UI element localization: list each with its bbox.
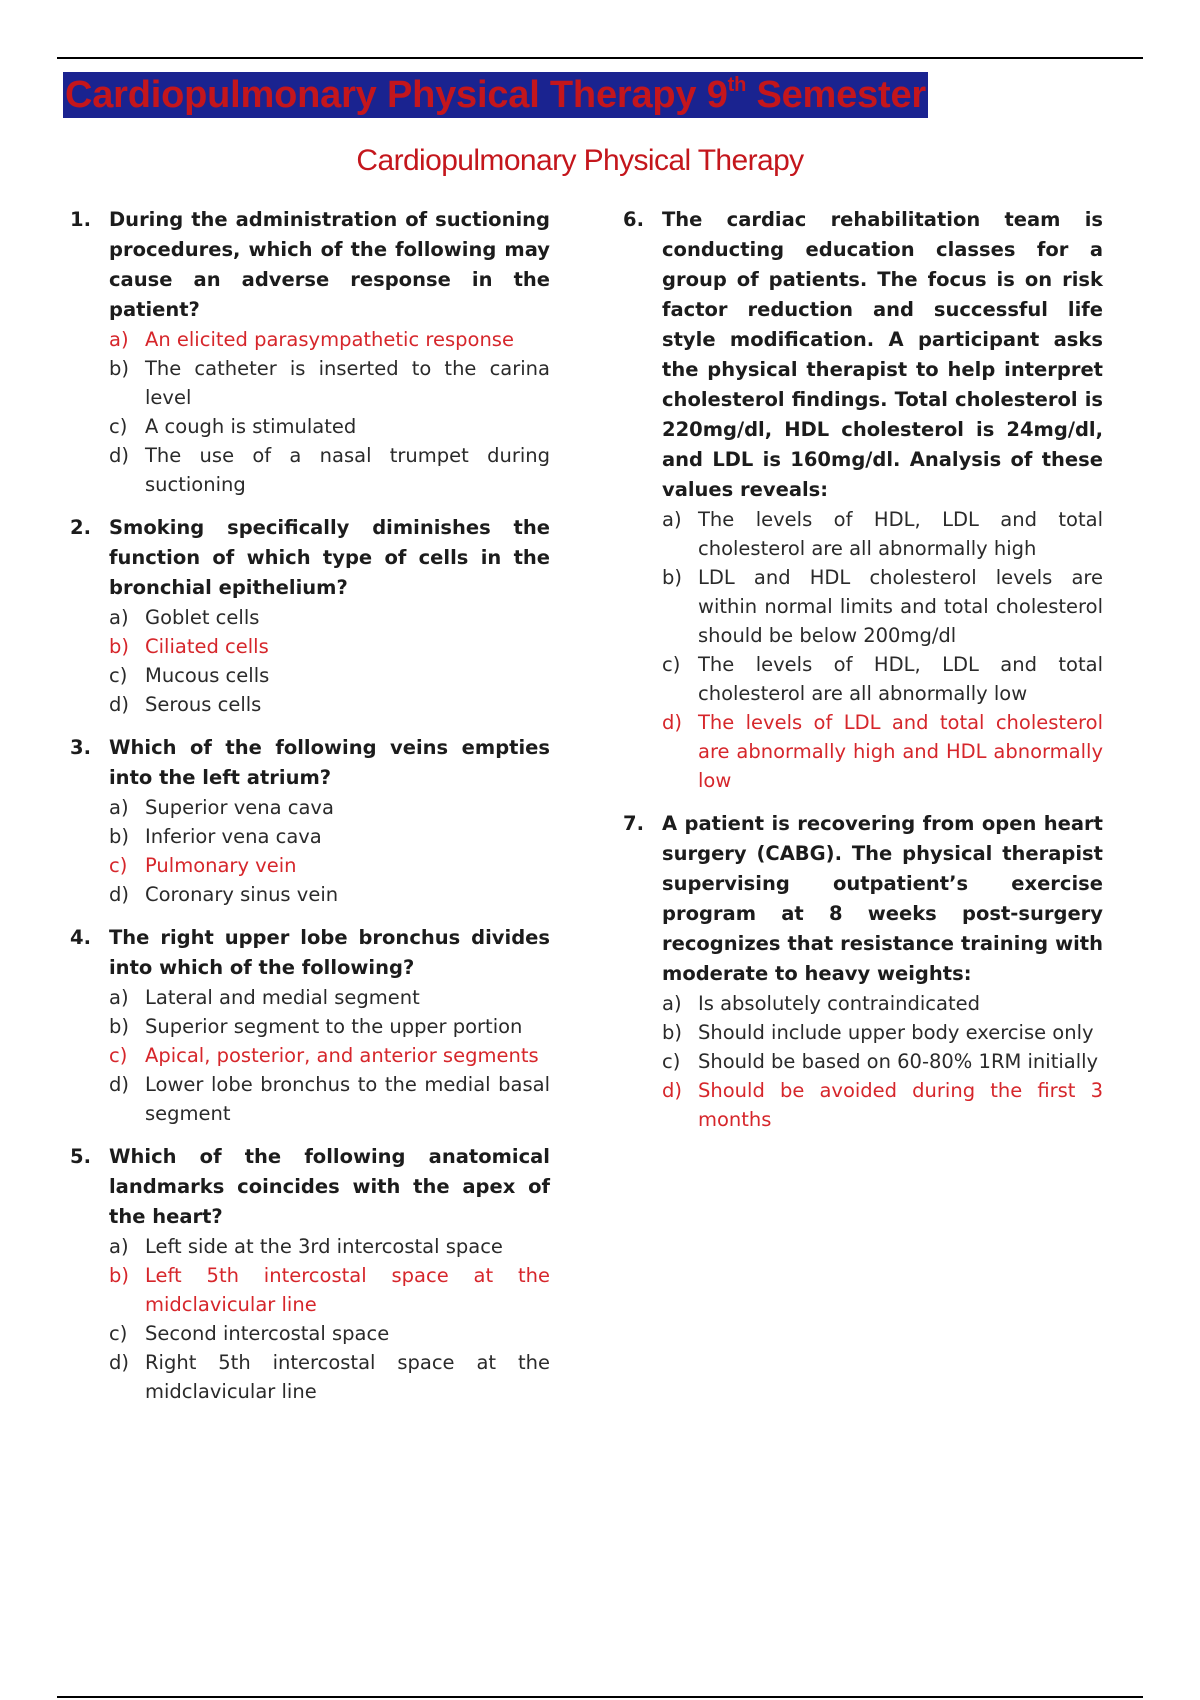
option-text: Goblet cells	[145, 606, 260, 629]
option-c	[70, 1319, 550, 1348]
option-letter: c)	[109, 854, 128, 877]
option-text: Left side at the 3rd intercostal space	[145, 1235, 503, 1258]
option-b	[70, 632, 550, 661]
option-text: An elicited parasympathetic response	[145, 328, 514, 351]
option-text: The levels of HDL, LDL and total cholesterol are all abnormally high	[698, 508, 1103, 560]
option-list	[70, 793, 550, 909]
option-text: Apical, posterior, and anterior segments	[145, 1044, 539, 1067]
option-a	[623, 989, 1103, 1018]
option-letter: c)	[109, 664, 128, 687]
question-number: 3.	[70, 736, 91, 759]
option-letter: c)	[662, 653, 681, 676]
option-c	[70, 1041, 550, 1070]
option-c	[623, 1047, 1103, 1076]
course-banner	[63, 72, 928, 118]
option-list	[623, 505, 1103, 795]
option-text: Second intercostal space	[145, 1322, 390, 1345]
option-list	[70, 325, 550, 499]
option-text: Superior vena cava	[145, 796, 334, 819]
question-stem	[70, 205, 550, 325]
option-letter: d)	[109, 1073, 129, 1096]
option-a	[623, 505, 1103, 563]
banner-tail: Semester	[746, 74, 926, 116]
option-c	[70, 851, 550, 880]
option-text: The levels of HDL, LDL and total cholesterol are all abnormally low	[698, 653, 1103, 705]
option-text: Should be based on 60-80% 1RM initially	[698, 1050, 1099, 1073]
option-letter: d)	[109, 693, 129, 716]
option-text: The levels of LDL and total cholesterol are abnormally high and HDL abnormally low	[698, 711, 1103, 792]
option-text: Pulmonary vein	[145, 854, 297, 877]
option-c	[70, 412, 550, 441]
option-d	[70, 1348, 550, 1406]
option-letter: a)	[662, 992, 682, 1015]
option-letter: c)	[109, 1044, 128, 1067]
option-c	[70, 661, 550, 690]
question-number: 4.	[70, 926, 91, 949]
question-stem	[623, 809, 1103, 989]
option-d	[70, 880, 550, 909]
option-text: Right 5th intercostal space at the midclavicular line	[145, 1351, 550, 1403]
option-letter: d)	[109, 1351, 129, 1374]
option-b	[623, 1018, 1103, 1047]
option-d	[70, 1070, 550, 1128]
option-text: Should include upper body exercise only	[698, 1021, 1094, 1044]
option-letter: a)	[109, 796, 129, 819]
option-a	[70, 603, 550, 632]
option-letter: c)	[109, 1322, 128, 1345]
option-text: Is absolutely contraindicated	[698, 992, 980, 1015]
question-text: The right upper lobe bronchus divides into which of the following?	[109, 926, 550, 979]
option-d	[70, 441, 550, 499]
option-letter: d)	[662, 711, 682, 734]
option-letter: c)	[109, 415, 128, 438]
option-letter: b)	[109, 1015, 129, 1038]
question-number: 6.	[623, 208, 644, 231]
right-column	[623, 205, 1103, 1148]
question-text: Smoking specifically diminishes the function of which type of cells in the bronchial epithelium?	[109, 516, 550, 599]
question-7	[623, 809, 1103, 1134]
option-letter: a)	[662, 508, 682, 531]
option-letter: b)	[109, 825, 129, 848]
top-rule	[57, 57, 1143, 59]
option-text: Ciliated cells	[145, 635, 269, 658]
left-column	[70, 205, 550, 1420]
option-text: Should be avoided during the first 3 months	[698, 1079, 1103, 1131]
question-number: 2.	[70, 516, 91, 539]
option-list	[70, 983, 550, 1128]
bottom-rule	[57, 1696, 1143, 1698]
option-text: Superior segment to the upper portion	[145, 1015, 523, 1038]
option-text: Lower lobe bronchus to the medial basal segment	[145, 1073, 550, 1125]
question-stem	[70, 1142, 550, 1232]
option-a	[70, 325, 550, 354]
option-d	[623, 708, 1103, 795]
option-b	[70, 354, 550, 412]
option-letter: a)	[109, 328, 129, 351]
question-6	[623, 205, 1103, 795]
banner-superscript: th	[727, 74, 747, 96]
option-letter: b)	[662, 566, 682, 589]
option-list	[70, 1232, 550, 1406]
option-b	[70, 822, 550, 851]
option-text: Mucous cells	[145, 664, 270, 687]
option-letter: b)	[109, 635, 129, 658]
option-text: Serous cells	[145, 693, 262, 716]
option-b	[623, 563, 1103, 650]
question-text: During the administration of suctioning procedures, which of the following may cause an adverse response in the patient?	[109, 208, 550, 321]
question-stem	[70, 513, 550, 603]
option-text: Inferior vena cava	[145, 825, 322, 848]
question-number: 1.	[70, 208, 91, 231]
question-text: Which of the following anatomical landmarks coincides with the apex of the heart?	[109, 1145, 550, 1228]
question-stem	[623, 205, 1103, 505]
option-b	[70, 1012, 550, 1041]
option-d	[623, 1076, 1103, 1134]
option-letter: b)	[109, 1264, 129, 1287]
question-text: Which of the following veins empties into the left atrium?	[109, 736, 550, 789]
question-3	[70, 733, 550, 909]
option-letter: b)	[109, 357, 129, 380]
option-text: LDL and HDL cholesterol levels are within normal limits and total cholesterol should be below 200mg/dl	[698, 566, 1103, 647]
option-text: Lateral and medial segment	[145, 986, 420, 1009]
option-letter: d)	[109, 883, 129, 906]
banner-main: Cardiopulmonary Physical Therapy 9	[65, 74, 728, 116]
option-text: The use of a nasal trumpet during suctioning	[145, 444, 550, 496]
question-text: The cardiac rehabilitation team is conducting education classes for a group of patients. The focus is on risk factor reduction and successful life style modification. A participant asks the physical therapist to help interpret cholesterol findings. Total cholesterol is 220mg/dl, HDL cholesterol is 24mg/dl, and LDL is 160mg/dl. Analysis of these values reveals:	[662, 208, 1103, 501]
option-text: The catheter is inserted to the carina level	[145, 357, 550, 409]
option-letter: d)	[109, 444, 129, 467]
question-stem	[70, 733, 550, 793]
option-list	[623, 989, 1103, 1134]
option-b	[70, 1261, 550, 1319]
option-letter: c)	[662, 1050, 681, 1073]
option-a	[70, 1232, 550, 1261]
question-5	[70, 1142, 550, 1406]
option-letter: b)	[662, 1021, 682, 1044]
question-number: 7.	[623, 812, 644, 835]
option-letter: a)	[109, 986, 129, 1009]
page-subtitle: Cardiopulmonary Physical Therapy	[356, 144, 804, 177]
option-c	[623, 650, 1103, 708]
option-a	[70, 793, 550, 822]
option-letter: a)	[109, 606, 129, 629]
option-text: Coronary sinus vein	[145, 883, 339, 906]
question-stem	[70, 923, 550, 983]
option-a	[70, 983, 550, 1012]
question-2	[70, 513, 550, 719]
question-1	[70, 205, 550, 499]
question-4	[70, 923, 550, 1128]
option-list	[70, 603, 550, 719]
option-text: A cough is stimulated	[145, 415, 357, 438]
question-text: A patient is recovering from open heart surgery (CABG). The physical therapist supervising outpatient’s exercise program at 8 weeks post-surgery recognizes that resistance training with moderate to heavy weights:	[662, 812, 1103, 985]
option-text: Left 5th intercostal space at the midclavicular line	[145, 1264, 550, 1316]
option-d	[70, 690, 550, 719]
option-letter: a)	[109, 1235, 129, 1258]
option-letter: d)	[662, 1079, 682, 1102]
question-number: 5.	[70, 1145, 91, 1168]
